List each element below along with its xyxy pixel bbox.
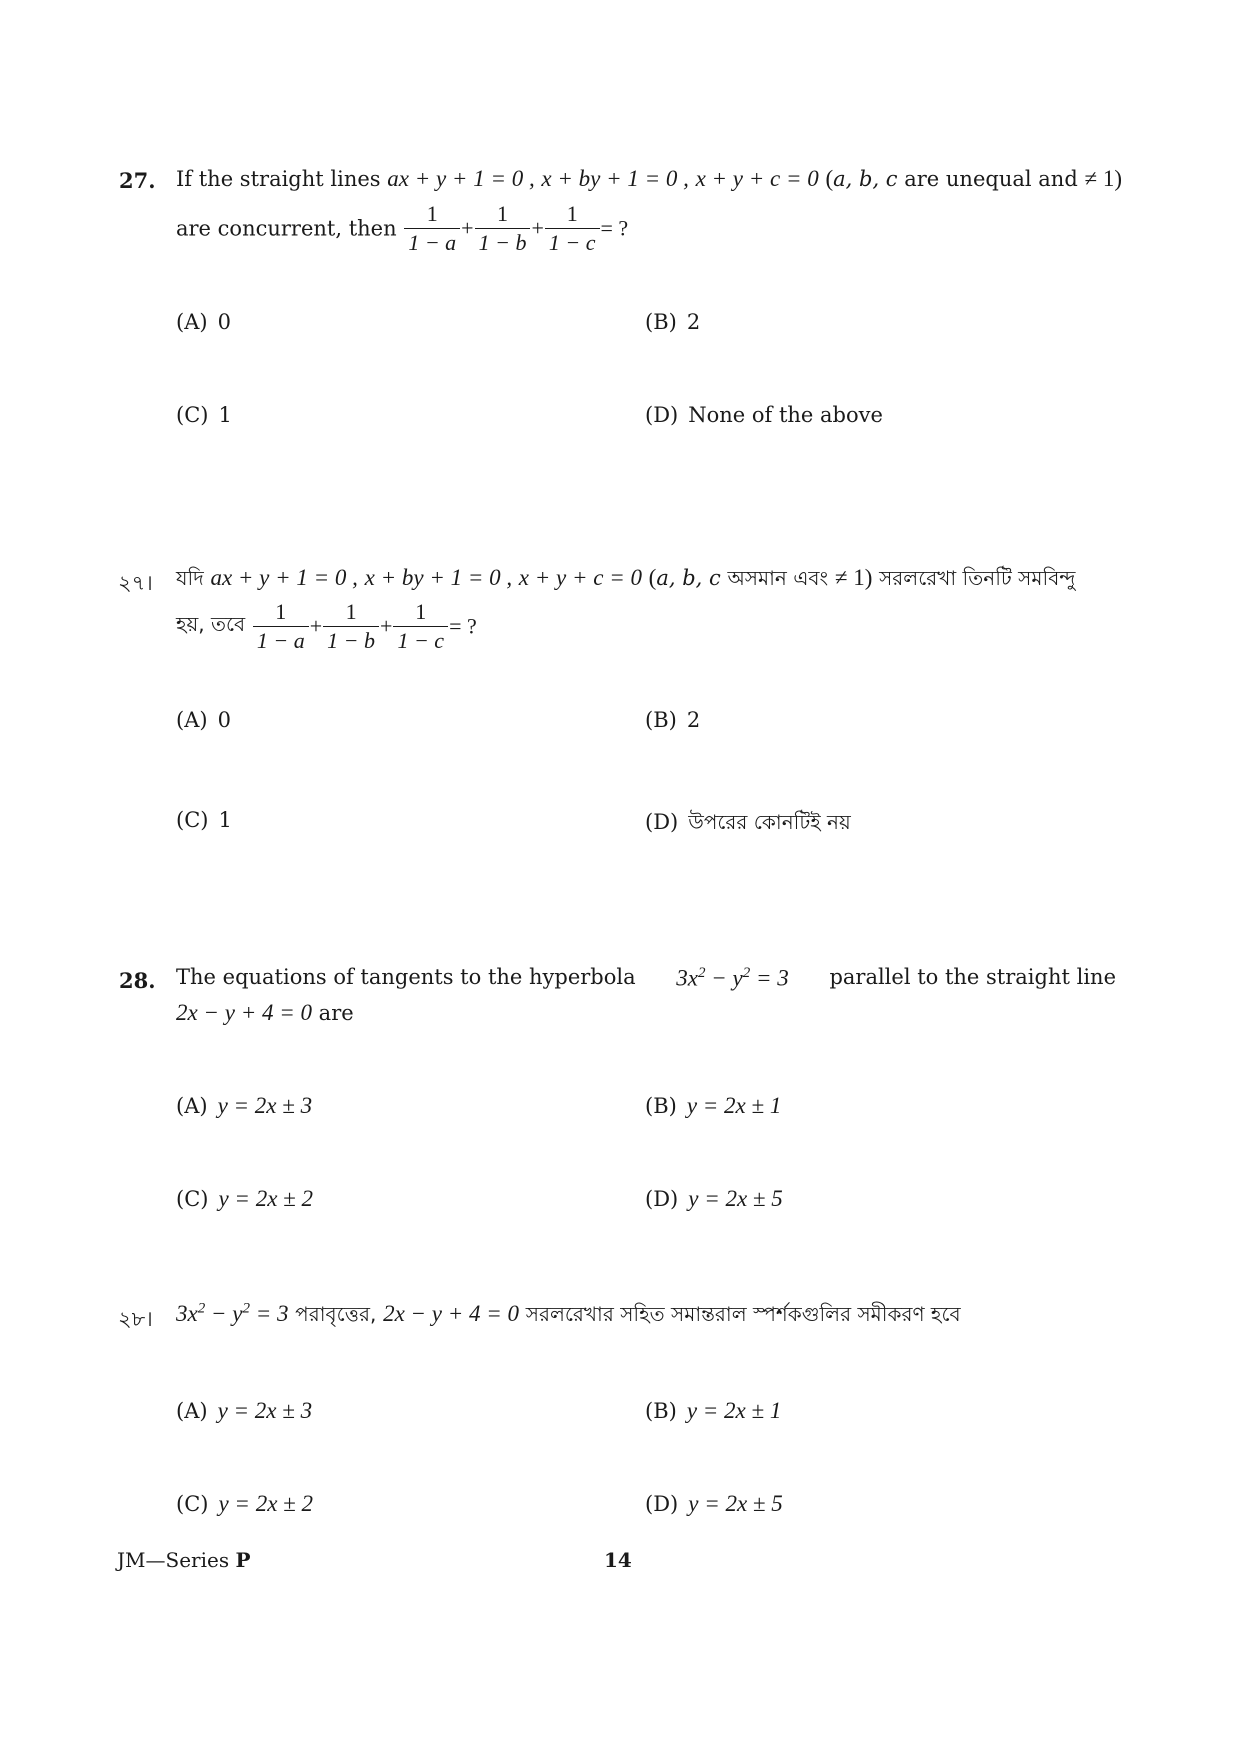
equation-3: x + y + c = 0 — [695, 166, 819, 191]
condition-text: অসমান এবং — [727, 566, 829, 590]
fraction-1: $\frac{1}{1 - a}$ — [404, 200, 460, 257]
equation-3: x + y + c = 0 — [518, 565, 642, 590]
option-b[interactable]: (B) y = 2x ± 1 — [645, 1398, 782, 1423]
question-line-1 — [176, 1300, 961, 1333]
condition-vars: a, b, c — [656, 566, 721, 590]
condition-open: ( — [648, 565, 657, 590]
series-label: JM—Series P — [117, 1548, 251, 1572]
option-b[interactable]: (B) y = 2x ± 1 — [645, 1093, 782, 1118]
question-line-1 — [176, 965, 1116, 992]
page-number: 14 — [604, 1548, 632, 1572]
option-c[interactable]: (C) 1 — [176, 403, 232, 427]
line-equation: 2x − y + 4 = 0 — [383, 1301, 520, 1326]
option-b[interactable]: (B) 2 — [645, 310, 701, 334]
question-number: ২৮। — [118, 1307, 153, 1331]
series-letter: P — [235, 1548, 251, 1572]
option-c[interactable]: (C) y = 2x ± 2 — [176, 1491, 314, 1516]
question-tail: সরলরেখার সহিত সমান্তরাল স্পর্শকগুলির সমীকরণ হবে — [525, 1302, 961, 1326]
question-mark: = ? — [600, 215, 629, 241]
question-mark: = ? — [449, 613, 477, 639]
question-text: পরাবৃত্তের, — [295, 1302, 377, 1326]
equation-1: ax + y + 1 = 0 , — [210, 565, 358, 590]
question-line-1 — [176, 166, 1122, 192]
question-text: are concurrent, then — [176, 216, 397, 241]
option-a[interactable]: (A) 0 — [176, 310, 231, 334]
question-number: ২৭। — [118, 571, 153, 595]
question-text: If the straight lines — [176, 167, 381, 191]
condition-vars: a, b, c — [833, 167, 898, 191]
question-text: The equations of tangents to the hyperbola — [176, 965, 636, 989]
question-number: 27. — [119, 168, 156, 193]
condition-neq: ≠ 1) — [1084, 166, 1122, 191]
equation-1: ax + y + 1 = 0 , — [387, 166, 535, 191]
option-a[interactable]: (A) y = 2x ± 3 — [176, 1398, 313, 1423]
line-equation: 2x − y + 4 = 0 — [176, 1000, 312, 1025]
option-b[interactable]: (B) 2 — [645, 708, 701, 732]
equation-2: x + by + 1 = 0 , — [364, 565, 513, 590]
question-line-2: হয়, তবে $\frac{1}{1 - a}$ + $\frac{1}{1 - b}$ + $\frac{1}{1 - c}$ = ? — [176, 599, 477, 653]
option-c[interactable]: (C) y = 2x ± 2 — [176, 1186, 314, 1211]
fraction-1: $\frac{1}{1 - a}$ — [253, 598, 309, 655]
fraction-2: $\frac{1}{1 - b}$ — [475, 200, 531, 257]
question-tail: are — [318, 1001, 354, 1025]
option-d[interactable]: (D) উপরের কোনটিই নয় — [645, 810, 851, 834]
condition-text: are unequal and — [904, 167, 1078, 191]
condition-open: ( — [825, 166, 834, 191]
equation-2: x + by + 1 = 0 , — [541, 166, 689, 191]
hyperbola-equation: $3x^2 - y^2 = 3$ — [676, 965, 789, 991]
option-a[interactable]: (A) 0 — [176, 708, 231, 732]
question-line-2 — [176, 1000, 354, 1026]
fraction-3: $\frac{1}{1 - c}$ — [393, 598, 448, 655]
option-d[interactable]: (D) y = 2x ± 5 — [645, 1186, 783, 1211]
question-tail: parallel to the straight line — [829, 965, 1116, 989]
question-tail: সরলরেখা তিনটি সমবিন্দু — [879, 566, 1076, 590]
condition-neq: ≠ 1) — [834, 565, 873, 590]
question-line-2: are concurrent, then $\frac{1}{1 - a}$ + $\frac{1}{1 - b}$ + $\frac{1}{1 - c}$ = ? — [176, 201, 629, 255]
option-a[interactable]: (A) y = 2x ± 3 — [176, 1093, 313, 1118]
question-number: 28. — [119, 968, 156, 993]
option-d[interactable]: (D) None of the above — [645, 403, 883, 427]
hyperbola-equation: $3x^2 - y^2 = 3$ — [176, 1300, 289, 1326]
question-line-1 — [176, 564, 1075, 597]
question-text: হয়, তবে — [176, 612, 246, 636]
fraction-3: $\frac{1}{1 - c}$ — [545, 200, 600, 257]
question-text: যদি — [176, 566, 204, 590]
fraction-2: $\frac{1}{1 - b}$ — [323, 598, 379, 655]
option-c[interactable]: (C) 1 — [176, 808, 232, 832]
option-d[interactable]: (D) y = 2x ± 5 — [645, 1491, 783, 1516]
